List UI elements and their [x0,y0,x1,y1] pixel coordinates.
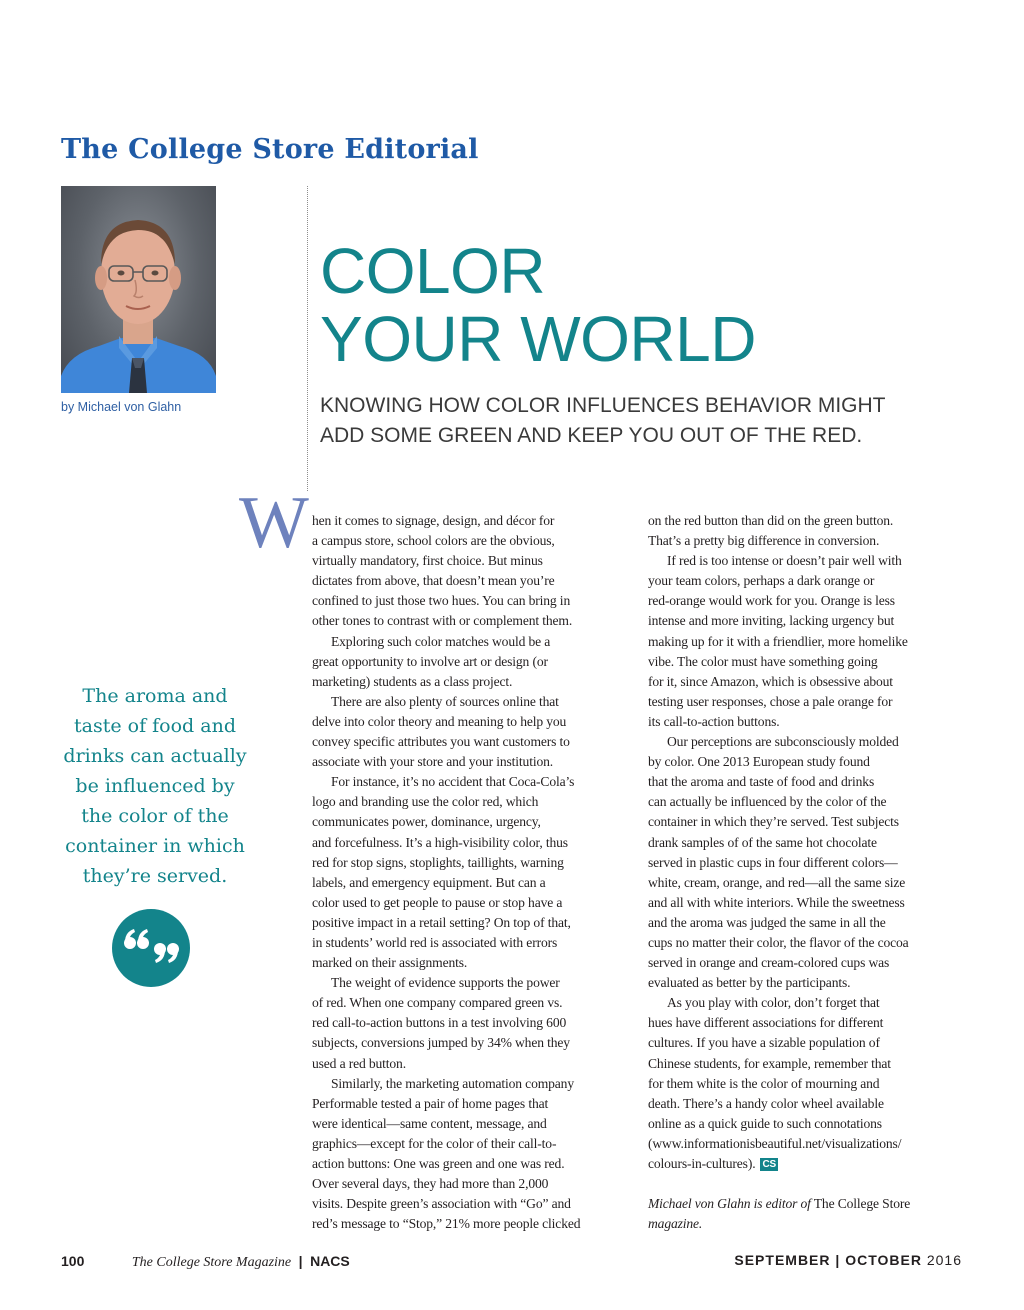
body-line: hues have different associations for different [648,1015,884,1031]
pull-quote-line: be influenced by [75,775,235,797]
body-line: death. There’s a handy color wheel available [648,1095,884,1111]
dotted-divider [307,186,308,491]
body-line: intense and more inviting, lacking urgency but [648,613,895,629]
body-line: labels, and emergency equipment. But can a [312,874,546,890]
section-title: The College Store Editorial [61,134,479,165]
author-bio-magazine: The College Store [810,1196,911,1212]
cs-end-mark: CS [762,1159,777,1170]
quote-icon [112,909,190,987]
body-line: If red is too intense or doesn’t pair well with [667,553,902,569]
footer-left [61,1253,350,1271]
body-line: Chinese students, for example, remember that [648,1055,891,1071]
body-line: As you play with color, don’t forget that [667,995,880,1011]
headline [320,237,756,373]
body-line: by color. One 2013 European study found [648,754,870,770]
body-line: that the aroma and taste of food and drinks [648,774,875,790]
body-line: That’s a pretty big difference in conversion. [648,533,880,549]
body-line: positive impact in a retail setting? On top of that, [312,914,571,930]
body-line: cultures. If you have a sizable population of [648,1035,880,1051]
body-line: marketing) students as a class project. [312,673,513,689]
body-line: can actually be influenced by the color of the [648,794,887,810]
author-photo [61,186,216,393]
footer-separator: | [298,1253,303,1269]
body-line: testing user responses, chose a pale orange for [648,693,893,709]
body-line: red for stop signs, stoplights, taillights, warning [312,854,564,870]
body-line: graphics—except for the color of their call-to- [312,1135,557,1151]
body-column-1 [312,511,632,1234]
body-line: a campus store, school colors are the obvious, [312,533,555,549]
body-line: on the red button than did on the green button. [648,513,894,528]
deck-line-1: KNOWING HOW COLOR INFLUENCES BEHAVIOR MIGHT [320,394,886,417]
body-line: cups no matter their color, the flavor of the cocoa [648,934,909,950]
body-line: logo and branding use the color red, which [312,794,539,810]
body-line: its call-to-action buttons. [648,713,780,729]
pull-quote-line: drinks can actually [63,745,247,767]
pull-quote-line: the color of the [81,805,229,827]
body-line: Our perceptions are subconsciously molded [667,734,899,750]
org-name: NACS [310,1253,350,1269]
pull-quote-line: taste of food and [74,715,236,737]
body-line: red call-to-action buttons in a test involving 600 [312,1015,567,1031]
body-line: and forcefulness. It’s a high-visibility color, thus [312,834,568,850]
body-line: visits. Despite green’s association with “Go” and [312,1196,571,1212]
paragraph-gap [648,1174,968,1194]
body-line: For instance, it’s no accident that Coca-Cola’s [331,774,575,790]
body-line: used a red button. [312,1055,406,1071]
body-line: making up for it with a friendlier, more homelike [648,633,908,649]
pull-quote-line: container in which [65,835,245,857]
headline-line-1: COLOR [320,235,546,307]
issue-month-1: SEPTEMBER [734,1252,831,1268]
footer-separator: | [835,1252,841,1268]
body-line: were identical—same content, message, and [312,1115,547,1131]
drop-cap: W [239,482,309,564]
author-bio-end-text: magazine. [648,1216,703,1232]
body-line: for it, since Amazon, which is obsessive about [648,673,893,689]
body-line: Similarly, the marketing automation company [331,1075,574,1091]
body-line: of red. When one company compared green vs. [312,995,563,1011]
author-bio [648,1194,968,1214]
body-line: served in plastic cups in four different colors— [648,854,898,870]
issue-month-2: OCTOBER [845,1252,922,1268]
body-line-text: colours-in-cultures). [648,1156,756,1171]
magazine-name: The College Store Magazine [131,1255,292,1270]
deck [320,391,920,451]
body-line: virtually mandatory, first choice. But minus [312,553,543,569]
body-line: hen it comes to signage, design, and décor for [312,513,555,528]
body-line: vibe. The color must have something going [648,653,878,669]
body-line: confined to just those two hues. You can bring in [312,593,571,609]
footer-issue-date [734,1252,962,1268]
body-line: and the aroma was judged the same in all the [648,914,886,930]
body-line: (www.informationisbeautiful.net/visualizations/ [648,1135,902,1151]
page-number: 100 [61,1253,85,1269]
body-line: your team colors, perhaps a dark orange or [648,573,875,589]
body-line-last [648,1154,968,1174]
body-line: There are also plenty of sources online that [331,693,559,709]
body-line: and all with white interiors. While the sweetness [648,894,905,910]
body-line: evaluated as better by the participants. [648,975,851,991]
body-line: marked on their assignments. [312,955,468,971]
body-line: convey specific attributes you want customers to [312,734,570,750]
body-line: other tones to contrast with or complement them. [312,613,573,629]
pull-quote-line: they’re served. [82,865,228,887]
body-column-2 [648,511,968,1234]
body-line: Performable tested a pair of home pages that [312,1095,549,1111]
body-line: delve into color theory and meaning to help you [312,713,567,729]
body-line: action buttons: One was green and one was red. [312,1156,565,1171]
body-line: Over several days, they had more than 2,000 [312,1176,549,1192]
body-line: color used to get people to pause or stop have a [312,894,563,910]
pull-quote-line: The aroma and [82,685,228,707]
body-line: subjects, conversions jumped by 34% when they [312,1035,570,1051]
deck-line-2: ADD SOME GREEN AND KEEP YOU OUT OF THE RED. [320,424,863,447]
body-line: in students’ world red is associated with errors [312,934,558,950]
body-line: container in which they’re served. Test subjects [648,814,899,830]
body-line: drank samples of of the same hot chocolate [648,834,877,850]
body-line: for them white is the color of mourning and [648,1075,880,1091]
author-bio-end [648,1214,968,1234]
byline: by Michael von Glahn [61,400,182,414]
headline-line-2: YOUR WORLD [320,303,756,375]
body-line: online as a quick guide to such connotations [648,1115,882,1131]
pull-quote [61,681,249,891]
body-line: The weight of evidence supports the power [331,975,560,991]
body-line: associate with your store and your institution. [312,754,553,770]
body-line: red’s message to “Stop,” 21% more people clicked [312,1216,581,1232]
body-line: red-orange would work for you. Orange is less [648,593,895,609]
body-line: dictates from above, that doesn’t mean you’re [312,573,555,589]
body-line: served in orange and cream-colored cups was [648,955,890,971]
issue-year: 2016 [926,1252,962,1268]
body-line: Exploring such color matches would be a [331,633,551,649]
body-line: communicates power, dominance, urgency, [312,814,541,830]
body-line: white, cream, orange, and red—all the same size [648,874,906,890]
body-line: great opportunity to involve art or design (or [312,653,548,669]
author-bio-text: Michael von Glahn is editor of [648,1196,811,1212]
